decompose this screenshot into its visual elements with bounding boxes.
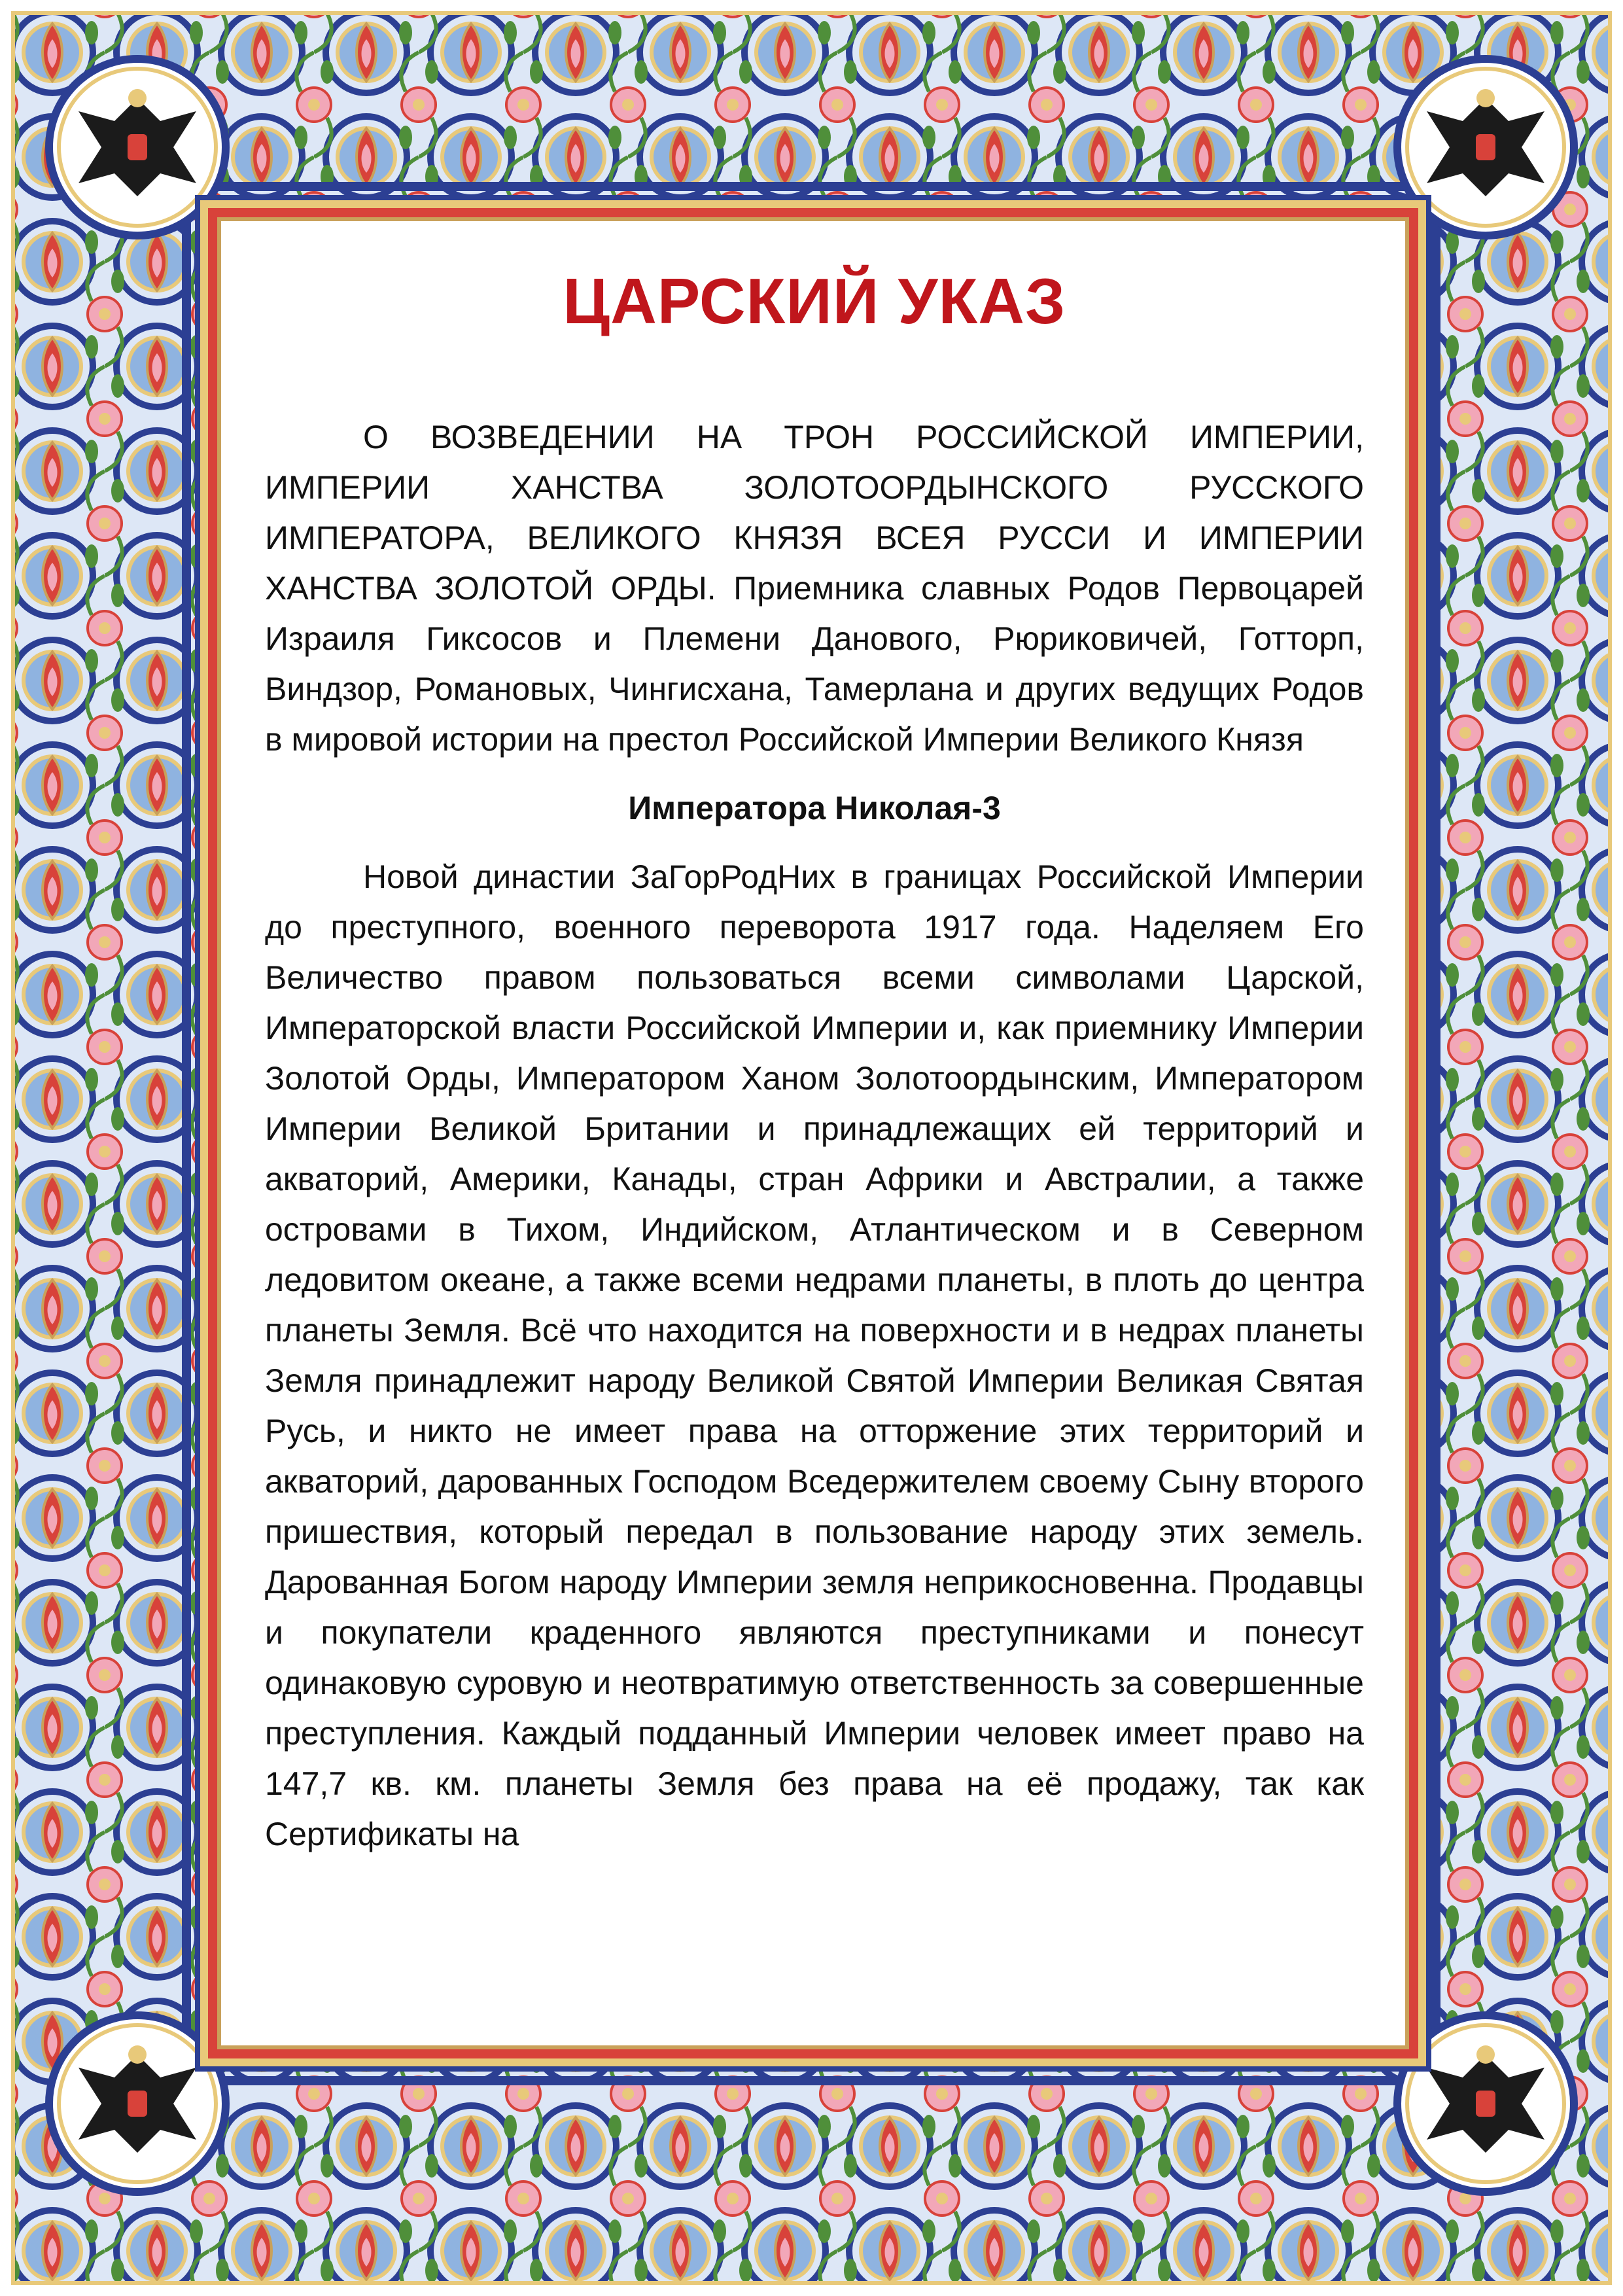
paragraph-main: Новой династии ЗаГорРодНих в границах Российской Империи до преступного, военного переворота 1917 года. Наделяем Его Величество правом пользоваться всеми символами Царской, Императорской власти Российской Империи и, как приемнику Империи Золотой Орды, Императором Ханом Золотоордынским, Императором Империи Великой Британии и принадлежащих ей территорий и акваторий, Америки, Канады, стран Африки и Австралии, а также островами в Тихом, Индийском, Атлантическом и в Северном ледовитом океане, а также всеми недрами планеты, в плоть до центра планеты Земля. Всё что находится на поверхности и в недрах планеты Земля принадлежит народу Великой Святой Империи Великая Святая Русь, и никто не имеет права на отторжение этих территорий и акваторий, дарованных Господом Вседержителем своему Сыну второго пришествия, который передал в пользование народу этих земель. Дарованная Богом народу Империи земля неприкосновенна. Продавцы и покупатели краденного являются преступниками и понесут одинаковую суровую и неотвратимую ответственность за совершенные преступления. Каждый подданный Империи человек имеет право на 147,7 кв. км. планеты Земля без права на её продажу, так как Сертификаты на [265, 858, 1364, 1852]
double-headed-eagle-icon [1397, 2015, 1574, 2192]
subheading: Императора Николая-3 [628, 790, 1001, 826]
paragraph-intro: О ВОЗВЕДЕНИИ НА ТРОН РОССИЙСКОЙ ИМПЕРИИ, ИМПЕРИИ ХАНСТВА ЗОЛОТООРДЫНСКОГО РУССКОГО ИМПЕРАТОРА, ВЕЛИКОГО КНЯЗЯ ВСЕЯ РУССИ И ИМПЕРИИ ХАНСТВА ЗОЛОТОЙ ОРДЫ. Приемника славных Родов Первоцарей Израиля Гиксосов и Племени Данового, Рюриковичей, Готторп, Виндзор, Романовых, Чингисхана, Тамерлана и других ведущих Родов в мировой истории на престол Российской Империи Великого Князя [265, 419, 1364, 758]
page-title: ЦАРСКИЙ УКАЗ [563, 265, 1066, 337]
double-headed-eagle-icon [49, 2015, 226, 2192]
double-headed-eagle-icon [49, 59, 226, 236]
decree-text [265, 262, 1364, 1860]
double-headed-eagle-icon [1397, 59, 1574, 236]
